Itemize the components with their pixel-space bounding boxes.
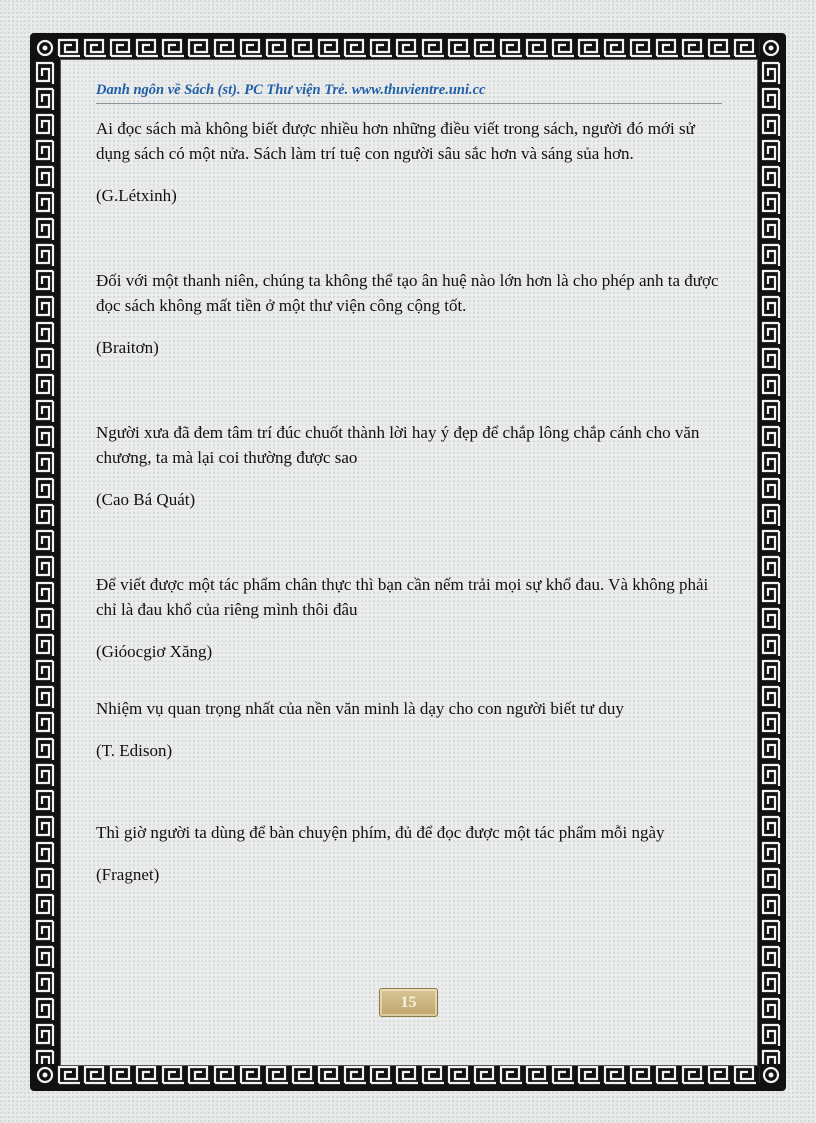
quote-text: Đối với một thanh niên, chúng ta không thể tạo ân huệ nào lớn hơn là cho phép anh ta được đọc sách không mất tiền ở một thư viện công cộng tốt. xyxy=(96,271,719,315)
quote-item xyxy=(96,268,722,420)
quote-item xyxy=(96,820,722,930)
quote-author: (Gióocgiơ Xăng) xyxy=(96,642,213,661)
quote-author: (T. Edison) xyxy=(96,741,173,760)
corner-ornament-icon xyxy=(760,37,782,59)
quote-item xyxy=(96,116,722,268)
quote-author: (Cao Bá Quát) xyxy=(96,490,196,509)
greek-key-border-top xyxy=(56,37,760,59)
quote-author: (Braitơn) xyxy=(96,338,159,357)
quote-author: (G.Létxinh) xyxy=(96,186,177,205)
quotes-list xyxy=(96,116,722,930)
quote-item xyxy=(96,420,722,572)
corner-ornament-icon xyxy=(760,1064,782,1086)
quote-item xyxy=(96,572,722,696)
quote-item xyxy=(96,696,722,820)
page-header: Danh ngôn về Sách (st). PC Thư viện Trẻ. www.thuvientre.uni.cc xyxy=(96,82,722,104)
quote-text: Người xưa đã đem tâm trí đúc chuốt thành lời hay ý đẹp để chắp lông chắp cánh cho văn chương, ta mà lại coi thường được sao xyxy=(96,423,700,467)
greek-key-border-bottom xyxy=(56,1064,760,1086)
quote-text: Ai đọc sách mà không biết được nhiều hơn những điều viết trong sách, người đó mới sử dụng sách có một nửa. Sách làm trí tuệ con người sâu sắc hơn và sáng sủa hơn. xyxy=(96,119,695,163)
page-number-badge: 15 xyxy=(379,988,438,1017)
quote-text: Thì giờ người ta dùng để bàn chuyện phím, đủ để đọc được một tác phẩm mỗi ngày xyxy=(96,823,665,842)
quote-text: Nhiệm vụ quan trọng nhất của nền văn minh là dạy cho con người biết tư duy xyxy=(96,699,624,718)
quote-author: (Fragnet) xyxy=(96,865,160,884)
greek-key-border-right xyxy=(760,60,782,1064)
quote-text: Để viết được một tác phẩm chân thực thì bạn cần nếm trải mọi sự khổ đau. Và không phải chỉ là đau khổ của riêng mình thôi đâu xyxy=(96,575,709,619)
corner-ornament-icon xyxy=(34,1064,56,1086)
greek-key-border-left xyxy=(34,60,56,1064)
corner-ornament-icon xyxy=(34,37,56,59)
